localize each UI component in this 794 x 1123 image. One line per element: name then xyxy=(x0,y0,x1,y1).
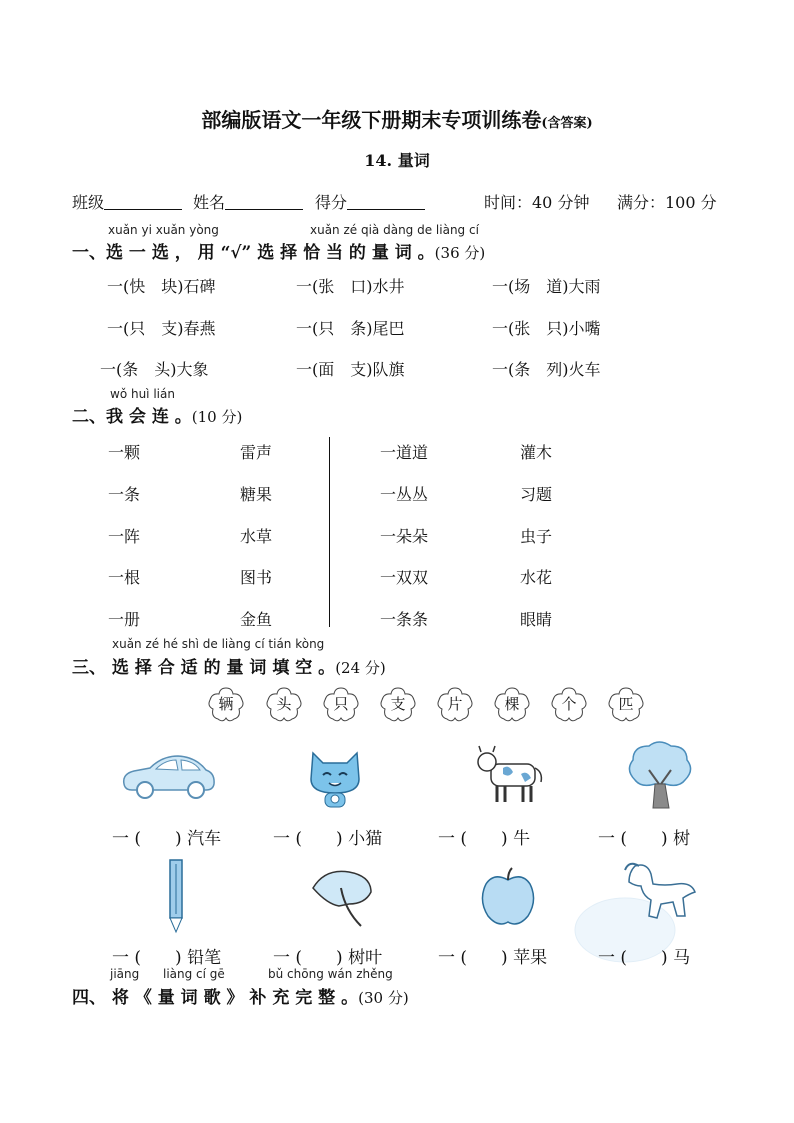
word-bank-flower[interactable]: 棵 xyxy=(493,685,531,723)
tree-icon xyxy=(625,740,695,812)
section4-pinyin-b: liàng cí gē xyxy=(163,967,225,981)
pencil-icon xyxy=(166,856,186,934)
choice-item[interactable]: 一(场 道)大雨 xyxy=(492,277,601,296)
match-left-target[interactable]: 图书 xyxy=(240,568,273,587)
fill-item-horse[interactable]: 一 ( ) 马 xyxy=(598,948,691,968)
choice-item[interactable]: 一(面 支)队旗 xyxy=(296,360,405,379)
match-left-target[interactable]: 糖果 xyxy=(240,485,273,504)
section3-score: (24 分) xyxy=(335,659,386,677)
match-left-word[interactable]: 一根 xyxy=(108,568,141,587)
leaf-icon xyxy=(305,866,379,932)
score-blank[interactable] xyxy=(347,193,425,210)
apple-icon xyxy=(478,866,538,928)
fill-item-leaf[interactable]: 一 ( ) 树叶 xyxy=(273,948,383,968)
score-field: 得分 xyxy=(315,190,425,213)
section3-title: 三、 选 择 合 适 的 量 词 填 空 。(24 分) xyxy=(72,658,386,678)
class-field: 班级 xyxy=(72,190,182,213)
full-score-info: 满分：100 分 xyxy=(617,193,717,212)
choice-item[interactable]: 一(条 头)大象 xyxy=(100,360,209,379)
match-left-word[interactable]: 一颗 xyxy=(108,443,141,462)
match-left-target[interactable]: 金鱼 xyxy=(240,610,273,629)
section1-pinyin-a: xuǎn yi xuǎn yòng xyxy=(108,223,219,237)
page-subtitle: 14. 量词 xyxy=(364,151,430,170)
fill-item-cat[interactable]: 一 ( ) 小猫 xyxy=(273,829,383,849)
time-info: 时间：40 分钟 xyxy=(484,193,590,212)
section2-score: (10 分) xyxy=(191,408,243,426)
section1-title: 一、选 一 选 ， 用 “√” 选 择 恰 当 的 量 词 。(36 分) xyxy=(72,243,486,263)
choice-item[interactable]: 一(条 列)火车 xyxy=(492,360,601,379)
word-bank-flower[interactable]: 个 xyxy=(550,685,588,723)
match-right-target[interactable]: 虫子 xyxy=(520,527,553,546)
section2-pinyin: wǒ huì lián xyxy=(110,387,175,401)
class-blank[interactable] xyxy=(104,193,182,210)
choice-item[interactable]: 一(只 条)尾巴 xyxy=(296,319,405,338)
section3-pinyin: xuǎn zé hé shì de liàng cí tián kòng xyxy=(112,637,325,651)
fill-item-cow[interactable]: 一 ( ) 牛 xyxy=(438,829,531,849)
match-left-word[interactable]: 一条 xyxy=(108,485,141,504)
match-right-word[interactable]: 一条条 xyxy=(380,610,429,629)
name-field: 姓名 xyxy=(193,190,303,213)
word-bank-flower[interactable]: 匹 xyxy=(607,685,645,723)
match-right-word[interactable]: 一朵朵 xyxy=(380,527,429,546)
section4-score: (30 分) xyxy=(358,989,409,1007)
word-bank-flower[interactable]: 只 xyxy=(322,685,360,723)
fill-item-apple[interactable]: 一 ( ) 苹果 xyxy=(438,948,548,968)
cat-icon xyxy=(305,745,365,811)
match-right-word[interactable]: 一道道 xyxy=(380,443,429,462)
section2-title: 二、我 会 连 。(10 分) xyxy=(72,407,243,427)
page-title: 部编版语文一年级下册期末专项训练卷(含答案) xyxy=(201,108,593,132)
fill-item-car[interactable]: 一 ( ) 汽车 xyxy=(112,829,222,849)
fill-item-tree[interactable]: 一 ( ) 树 xyxy=(598,829,691,849)
cow-icon xyxy=(473,742,547,806)
word-bank-flower[interactable]: 头 xyxy=(265,685,303,723)
choice-item[interactable]: 一(张 口)水井 xyxy=(296,277,405,296)
section1-pinyin-b: xuǎn zé qià dàng de liàng cí xyxy=(310,223,479,237)
match-left-word[interactable]: 一册 xyxy=(108,610,141,629)
section4-pinyin-a: jiāng xyxy=(110,967,140,981)
choice-item[interactable]: 一(只 支)春燕 xyxy=(107,319,216,338)
match-right-target[interactable]: 水花 xyxy=(520,568,553,587)
match-right-word[interactable]: 一双双 xyxy=(380,568,429,587)
car-icon xyxy=(118,750,218,802)
choice-item[interactable]: 一(张 只)小嘴 xyxy=(492,319,601,338)
match-right-target[interactable]: 眼睛 xyxy=(520,610,553,629)
divider-line xyxy=(329,437,330,627)
choice-item[interactable]: 一(快 块)石碑 xyxy=(107,277,216,296)
match-left-target[interactable]: 水草 xyxy=(240,527,273,546)
match-right-word[interactable]: 一丛丛 xyxy=(380,485,429,504)
match-right-target[interactable]: 灌木 xyxy=(520,443,553,462)
section1-score: (36 分) xyxy=(434,244,486,262)
match-left-target[interactable]: 雷声 xyxy=(240,443,273,462)
section4-pinyin-c: bǔ chōng wán zhěng xyxy=(268,967,393,981)
title-note: (含答案) xyxy=(541,116,593,131)
match-right-target[interactable]: 习题 xyxy=(520,485,553,504)
match-left-word[interactable]: 一阵 xyxy=(108,527,141,546)
section4-title: 四、 将 《 量 词 歌 》 补 充 完 整 。(30 分) xyxy=(72,988,409,1008)
word-bank-flower[interactable]: 支 xyxy=(379,685,417,723)
fill-item-pencil[interactable]: 一 ( ) 铅笔 xyxy=(112,948,222,968)
word-bank-flower[interactable]: 片 xyxy=(436,685,474,723)
word-bank-flower[interactable]: 辆 xyxy=(207,685,245,723)
name-blank[interactable] xyxy=(225,193,303,210)
